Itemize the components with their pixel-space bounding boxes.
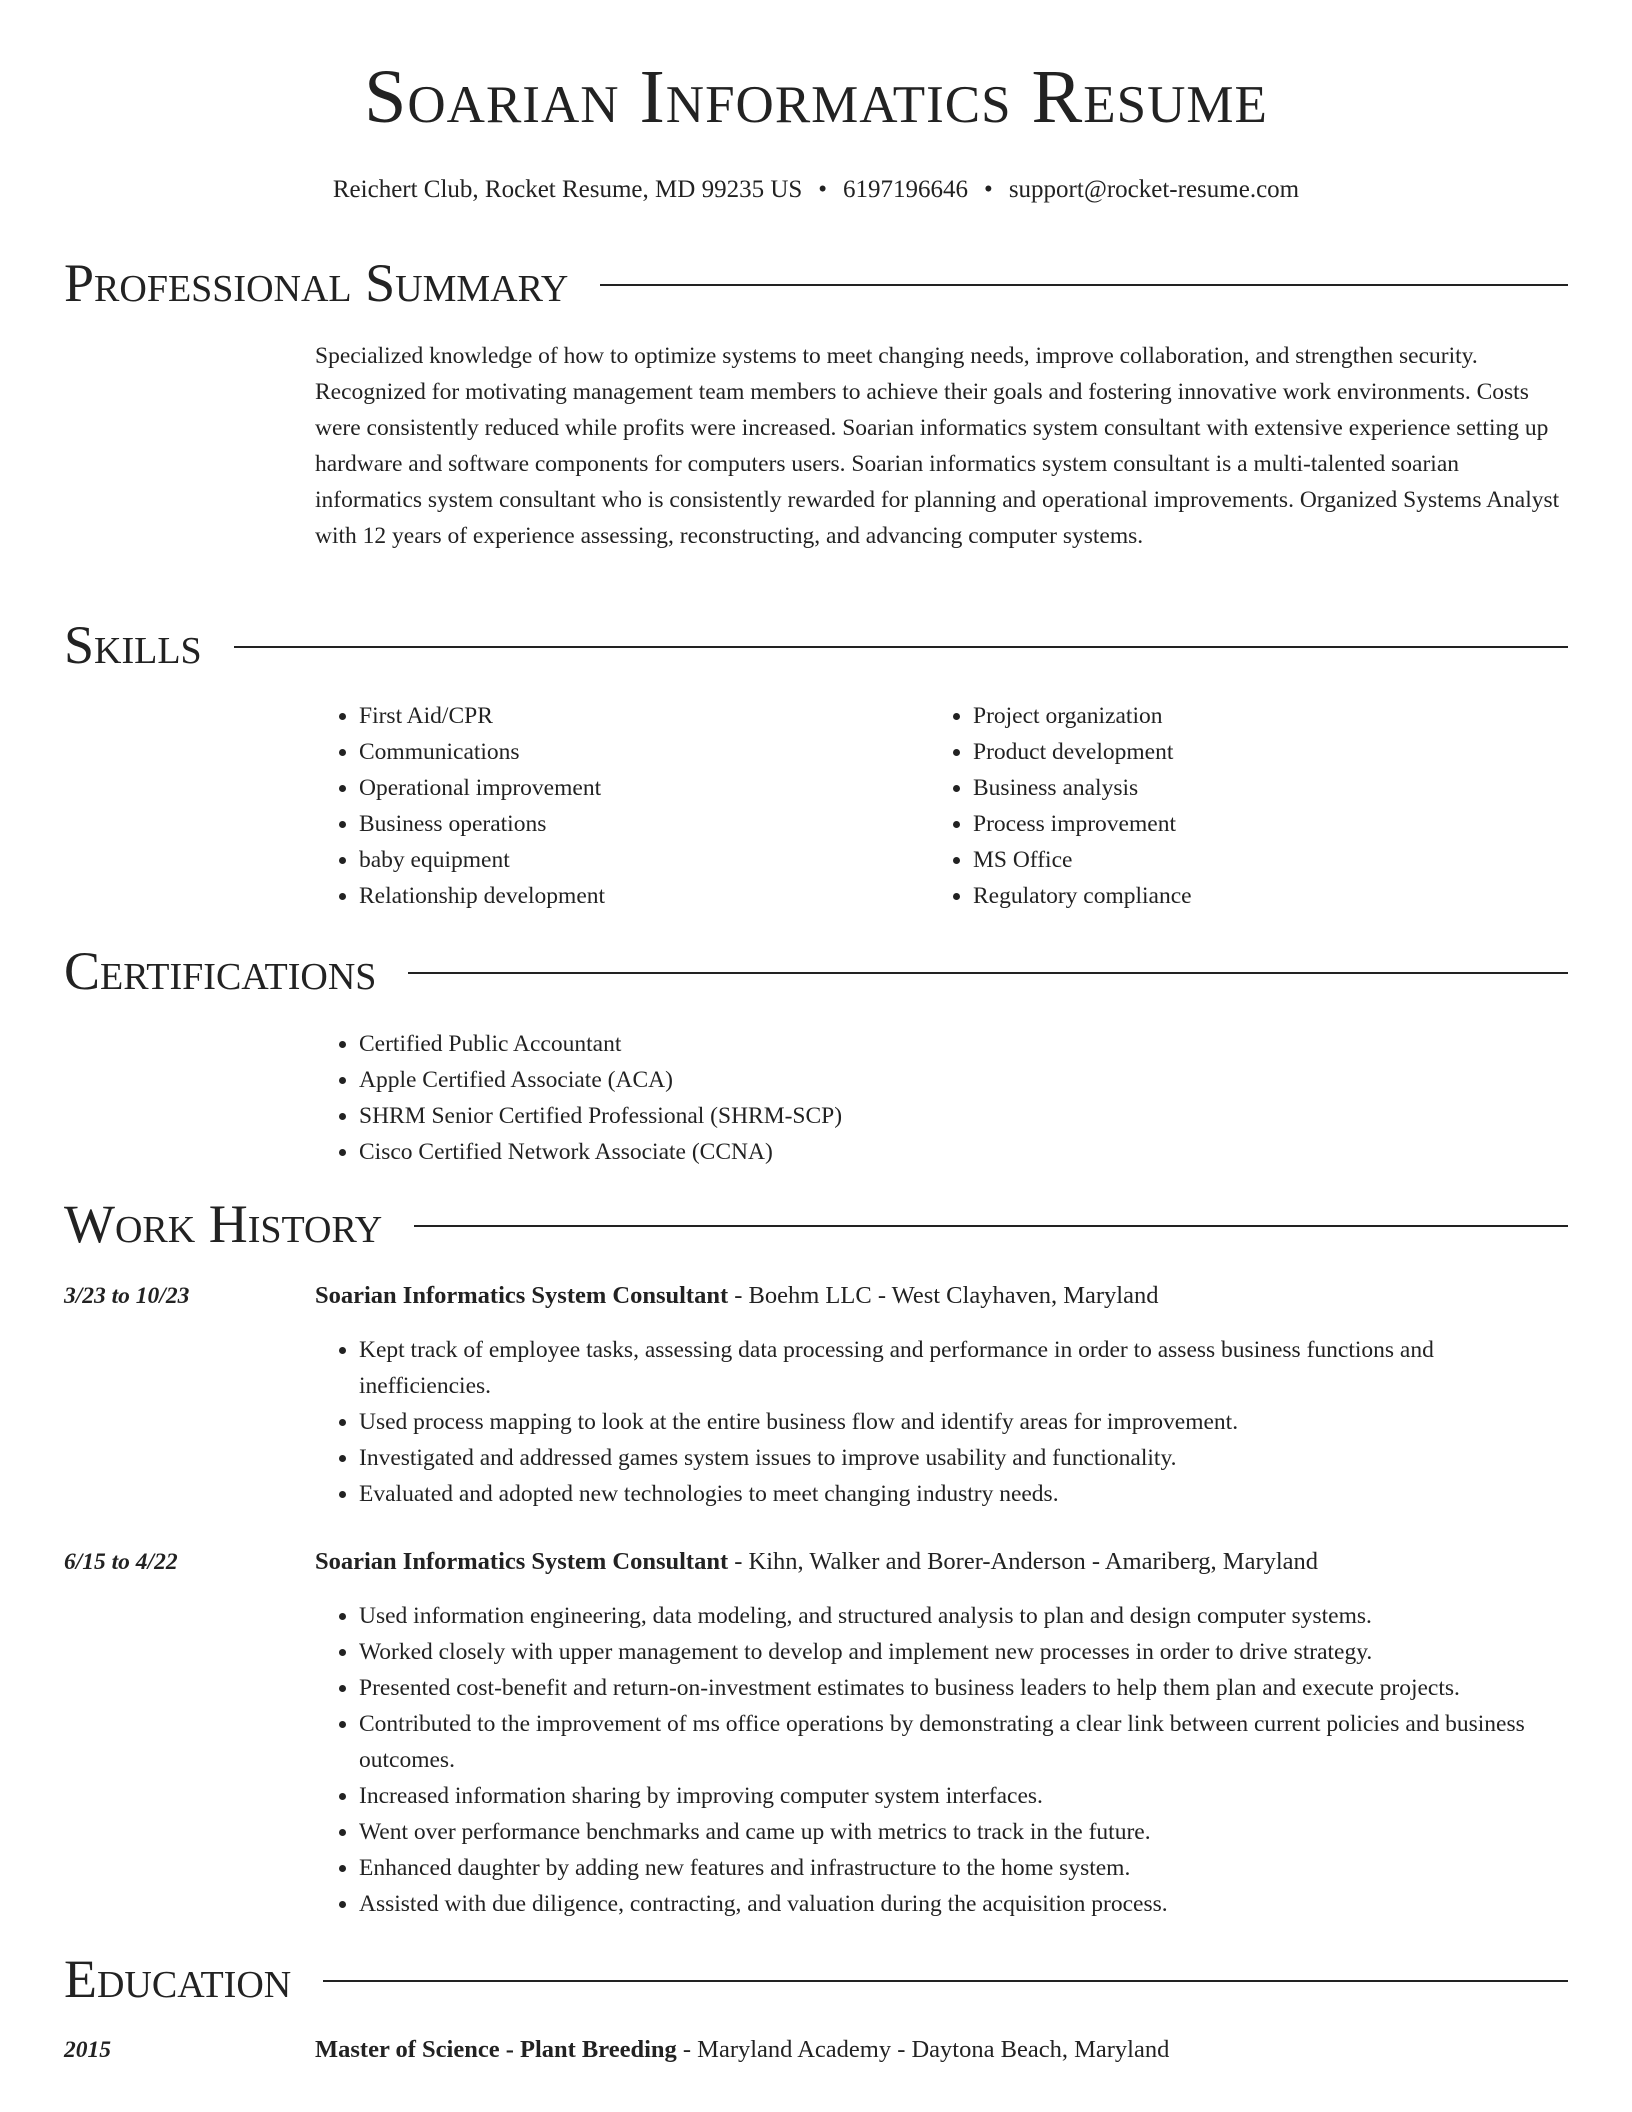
skills-column-left (315, 698, 905, 914)
section-title: Work History (64, 1194, 383, 1254)
job-duty: • Used information engineering, data modeling, and structured analysis to plan and design computer systems. (359, 1598, 1568, 1634)
section-title: Skills (64, 615, 202, 675)
job-duty: • Increased information sharing by improving computer system interfaces. (359, 1778, 1568, 1814)
contact-line (0, 174, 1632, 206)
certification-item: • Cisco Certified Network Associate (CCNA) (359, 1134, 1568, 1170)
separator-bullet: • (818, 176, 828, 203)
job-dates: 3/23 to 10/23 (64, 1283, 190, 1309)
job-dates: 6/15 to 4/22 (64, 1549, 178, 1575)
job-employer: - Boehm LLC - West Clayhaven, Maryland (728, 1282, 1159, 1309)
skill-item: • Product development (973, 734, 1519, 770)
job-duty: • Went over performance benchmarks and came up with metrics to track in the future. (359, 1814, 1568, 1850)
skill-item: • Business operations (359, 806, 905, 842)
skill-item: • Project organization (973, 698, 1519, 734)
section-header-work-history (64, 1195, 1568, 1254)
skill-item: • Relationship development (359, 878, 905, 914)
section-title: Education (64, 1949, 292, 2009)
skill-item: • First Aid/CPR (359, 698, 905, 734)
skill-item: • Business analysis (973, 770, 1519, 806)
certifications-list (315, 1026, 1568, 1170)
phone: 6197196646 (843, 176, 969, 203)
section-header-education (64, 1950, 1568, 2009)
skill-item: • MS Office (973, 842, 1519, 878)
skill-item: • Communications (359, 734, 905, 770)
certification-item: • Apple Certified Associate (ACA) (359, 1062, 1568, 1098)
skill-item: • baby equipment (359, 842, 905, 878)
skill-item: • Process improvement (973, 806, 1519, 842)
job-duty: • Assisted with due diligence, contracting, and valuation during the acquisition process. (359, 1886, 1568, 1922)
job-duty: • Used process mapping to look at the entire business flow and identify areas for improvement. (359, 1404, 1568, 1440)
degree: Master of Science - Plant Breeding (315, 2036, 677, 2063)
school: - Maryland Academy - Daytona Beach, Maryland (676, 2036, 1170, 2063)
section-title: Certifications (64, 941, 377, 1001)
job-title: Soarian Informatics System Consultant (315, 1548, 729, 1575)
section-rule (414, 1225, 1568, 1227)
job-duty: • Enhanced daughter by adding new features and infrastructure to the home system. (359, 1850, 1568, 1886)
job-duties (315, 1598, 1568, 1922)
job-duty: • Presented cost-benefit and return-on-investment estimates to business leaders to help them plan and execute projects. (359, 1670, 1568, 1706)
job-duty: • Contributed to the improvement of ms office operations by demonstrating a clear link between current policies and business outcomes. (359, 1706, 1568, 1778)
summary-text: Specialized knowledge of how to optimize systems to meet changing needs, improve collaboration, and strengthen security. Recognized for motivating management team members to achieve their goals and fostering innovative work environments. Costs were consistently reduced while profits were increased. Soarian informatics system consultant with extensive experience setting up hardware and software components for computers users. Soarian informatics system consultant is a multi-talented soarian informatics system consultant who is consistently rewarded for planning and operational improvements. Organized Systems Analyst with 12 years of experience assessing, reconstructing, and advancing computer systems. (315, 343, 1560, 549)
education-year: 2015 (64, 2037, 111, 2063)
job-title: Soarian Informatics System Consultant (315, 1282, 729, 1309)
job-title-line (315, 1278, 1568, 1314)
section-rule (234, 646, 1568, 648)
job-duty: • Investigated and addressed games system issues to improve usability and functionality. (359, 1440, 1568, 1476)
section-header-certifications (64, 942, 1568, 1001)
section-header-skills (64, 616, 1568, 675)
job-employer: - Kihn, Walker and Borer-Anderson - Amariberg, Maryland (728, 1548, 1319, 1575)
job-title-line (315, 1544, 1568, 1580)
section-rule (408, 972, 1568, 974)
address: Reichert Club, Rocket Resume, MD 99235 US (332, 176, 803, 203)
job-duties (315, 1332, 1568, 1512)
resume-title: Soarian Informatics Resume (364, 55, 1268, 139)
skill-item: • Regulatory compliance (973, 878, 1519, 914)
section-rule (600, 284, 1568, 286)
section-title: Professional Summary (64, 253, 569, 313)
education-line (315, 2032, 1568, 2068)
certification-item: • SHRM Senior Certified Professional (SHRM-SCP) (359, 1098, 1568, 1134)
job-duty: • Worked closely with upper management to develop and implement new processes in order to drive strategy. (359, 1634, 1568, 1670)
section-header-summary (64, 254, 1568, 313)
skill-item: • Operational improvement (359, 770, 905, 806)
email: support@rocket-resume.com (1008, 176, 1300, 203)
section-rule (323, 1980, 1568, 1982)
job-duty: • Evaluated and adopted new technologies to meet changing industry needs. (359, 1476, 1568, 1512)
skills-column-right (929, 698, 1519, 914)
certification-item: • Certified Public Accountant (359, 1026, 1568, 1062)
job-duty: • Kept track of employee tasks, assessing data processing and performance in order to assess business functions and inefficiencies. (359, 1332, 1568, 1404)
separator-bullet: • (984, 176, 993, 203)
